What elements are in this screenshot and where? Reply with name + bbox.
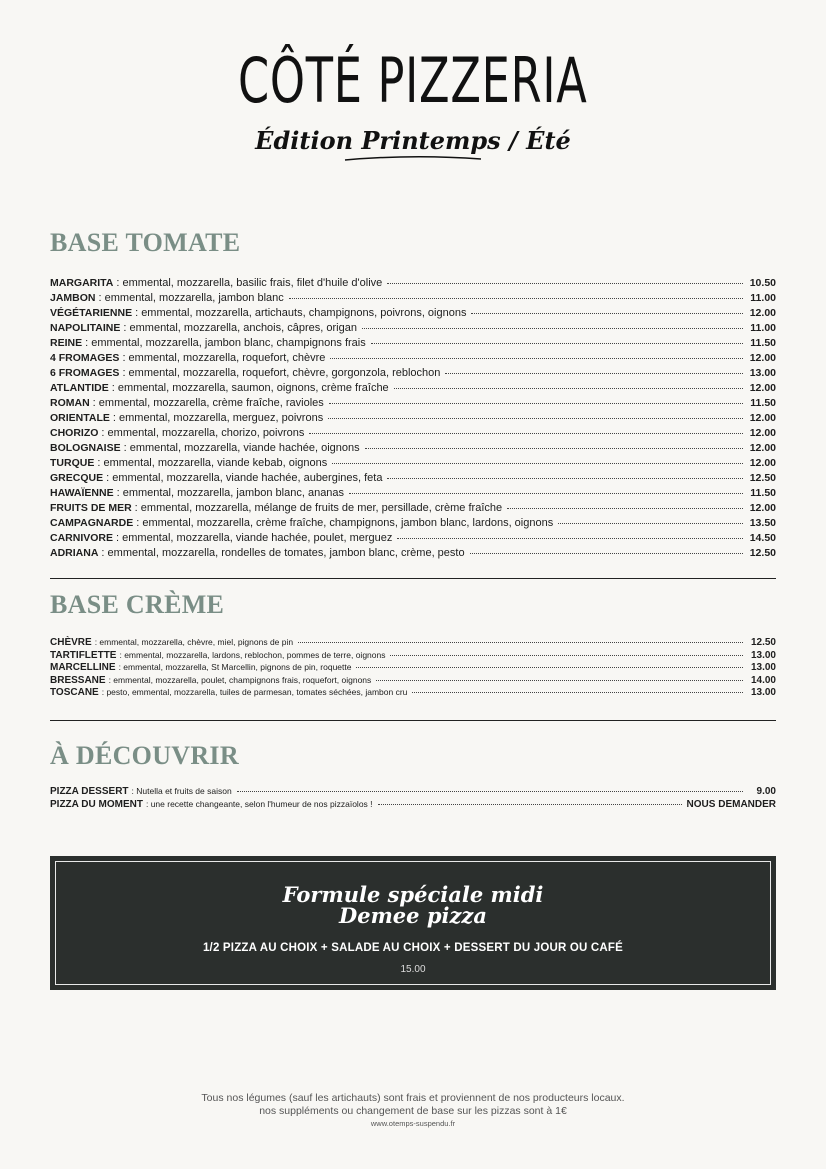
menu-item-price: 12.50 — [749, 472, 776, 484]
dotted-leader — [387, 478, 743, 479]
menu-item-description: : emmental, mozzarella, roquefort, chèvre — [122, 352, 326, 364]
menu-item-name: GRECQUE — [50, 472, 104, 484]
edition-subtitle: Édition Printemps / Été — [255, 126, 571, 155]
menu-item-name: HAWAÏENNE — [50, 487, 114, 499]
section-title-base-tomate: BASE TOMATE — [50, 228, 241, 257]
menu-item-description: : emmental, mozzarella, jambon blanc, champignons frais — [85, 337, 366, 349]
menu-item-description: : emmental, mozzarella, anchois, câpres, origan — [123, 322, 357, 334]
menu-item-description: : emmental, mozzarella, viande hachée, poulet, merguez — [116, 532, 393, 544]
underline-flourish-icon — [343, 155, 483, 163]
menu-list-base-tomate — [50, 277, 776, 562]
dotted-leader — [328, 418, 743, 419]
menu-item-name: ATLANTIDE — [50, 382, 109, 394]
menu-item-name: BRESSANE — [50, 674, 106, 686]
menu-item-description: : emmental, mozzarella, rondelles de tomates, jambon blanc, crème, pesto — [101, 547, 465, 559]
menu-item-price: 11.00 — [750, 322, 776, 334]
menu-item — [50, 687, 776, 700]
section-divider — [50, 578, 776, 579]
dotted-leader — [378, 804, 682, 805]
formula-description: 1/2 PIZZA AU CHOIX + SALADE AU CHOIX + DESSERT DU JOUR OU CAFÉ — [202, 942, 624, 954]
menu-item-price: 12.00 — [749, 382, 776, 394]
menu-item-description: : emmental, mozzarella, crème fraîche, champignons, jambon blanc, lardons, oignons — [136, 517, 554, 529]
menu-item-description: : emmental, mozzarella, jambon blanc, ananas — [116, 487, 345, 499]
formula-box — [50, 856, 776, 990]
menu-item — [50, 487, 776, 502]
menu-item-price: 12.00 — [749, 412, 776, 424]
menu-item-price: 12.00 — [749, 307, 776, 319]
menu-item-name: JAMBON — [50, 292, 96, 304]
menu-item — [50, 412, 776, 427]
menu-item — [50, 786, 776, 799]
menu-item-price: 13.00 — [750, 649, 776, 661]
menu-header — [0, 44, 826, 163]
menu-item — [50, 307, 776, 322]
menu-item-description: : emmental, mozzarella, jambon blanc — [98, 292, 284, 304]
menu-item-price: 12.00 — [749, 442, 776, 454]
menu-item-description: : emmental, mozzarella, viande kebab, oignons — [97, 457, 328, 469]
menu-item — [50, 472, 776, 487]
menu-item-description: : emmental, mozzarella, viande hachée, oignons — [123, 442, 360, 454]
section-divider — [50, 720, 776, 721]
menu-item — [50, 322, 776, 337]
menu-item-name: MARCELLINE — [50, 662, 116, 673]
footer — [0, 1092, 826, 1129]
menu-item-description: : emmental, mozzarella, viande hachée, aubergines, feta — [106, 472, 383, 484]
menu-item-description: : emmental, mozzarella, mélange de fruits de mer, persillade, crème fraîche — [134, 502, 503, 514]
dotted-leader — [376, 680, 743, 681]
menu-item-name: NAPOLITAINE — [50, 322, 121, 334]
menu-item-name: 4 FROMAGES — [50, 352, 120, 364]
menu-item-description: : emmental, mozzarella, lardons, reblochon, pommes de terre, oignons — [119, 649, 386, 660]
restaurant-logo-title: CÔTÉ PIZZERIA — [238, 44, 588, 117]
menu-item-price: 11.50 — [750, 487, 776, 499]
dotted-leader — [394, 388, 743, 389]
menu-item-price: 13.00 — [750, 687, 776, 698]
menu-item-price: 12.50 — [750, 637, 776, 648]
footer-note-supplements: nos suppléments ou changement de base sur les pizzas sont à 1€ — [259, 1105, 567, 1117]
menu-item-price: 12.00 — [749, 352, 776, 364]
menu-item-price: 13.00 — [750, 662, 776, 673]
menu-item — [50, 367, 776, 382]
menu-item-name: VÉGÉTARIENNE — [50, 307, 133, 319]
menu-item-name: ORIENTALE — [50, 412, 110, 424]
dotted-leader — [445, 373, 743, 374]
menu-item — [50, 427, 776, 442]
menu-item-description: : emmental, mozzarella, crème fraîche, ravioles — [92, 397, 324, 409]
dotted-leader — [298, 642, 743, 643]
menu-item-name: FRUITS DE MER — [50, 502, 132, 514]
footer-website-link[interactable]: www.otemps-suspendu.fr — [370, 1119, 456, 1128]
menu-item — [50, 675, 776, 688]
menu-item-description: : emmental, mozzarella, saumon, oignons, crème fraîche — [111, 382, 389, 394]
menu-item-description: : pesto, emmental, mozzarella, tuiles de parmesan, tomates séchées, jambon cru — [101, 687, 408, 697]
menu-item-name: TURQUE — [50, 457, 95, 469]
menu-item — [50, 442, 776, 457]
dotted-leader — [362, 328, 743, 329]
menu-item-name: PIZZA DU MOMENT — [50, 798, 143, 810]
dotted-leader — [412, 692, 743, 693]
formula-price: 15.00 — [400, 964, 426, 975]
menu-item — [50, 532, 776, 547]
menu-item-price: 10.50 — [749, 277, 776, 289]
dotted-leader — [371, 343, 743, 344]
menu-item — [50, 650, 776, 663]
menu-item-name: REINE — [50, 337, 83, 349]
menu-item — [50, 457, 776, 472]
menu-item-name: 6 FROMAGES — [50, 367, 120, 379]
menu-item-price: 14.50 — [749, 532, 776, 544]
menu-item — [50, 547, 776, 562]
menu-item-description: : emmental, mozzarella, poulet, champignons frais, roquefort, oignons — [108, 674, 372, 685]
dotted-leader — [237, 791, 743, 792]
footer-note-vegetables: Tous nos légumes (sauf les artichauts) sont frais et proviennent de nos producteurs locaux. — [201, 1092, 625, 1104]
menu-item-price: 13.50 — [749, 517, 776, 529]
menu-item-name: CHORIZO — [50, 427, 99, 439]
menu-item-name: CAMPAGNARDE — [50, 517, 134, 529]
menu-item-name: MARGARITA — [50, 277, 114, 289]
dotted-leader — [470, 553, 743, 554]
menu-item-price: 14.00 — [750, 674, 776, 686]
menu-item-price: 11.50 — [750, 397, 776, 409]
menu-item-description: : emmental, mozzarella, merguez, poivrons — [112, 412, 324, 424]
menu-item — [50, 277, 776, 292]
menu-item-price: 13.00 — [749, 367, 776, 379]
menu-item-price: 11.00 — [750, 292, 776, 304]
menu-item-description: : emmental, mozzarella, artichauts, champignons, poivrons, oignons — [135, 307, 467, 319]
dotted-leader — [289, 298, 743, 299]
dotted-leader — [471, 313, 743, 314]
dotted-leader — [387, 283, 743, 284]
dotted-leader — [365, 448, 743, 449]
menu-item — [50, 292, 776, 307]
menu-item-description: : emmental, mozzarella, chèvre, miel, pignons de pin — [94, 637, 294, 647]
menu-item-description: : emmental, mozzarella, chorizo, poivrons — [101, 427, 305, 439]
menu-item-name: ADRIANA — [50, 547, 99, 559]
dotted-leader — [558, 523, 743, 524]
menu-item-name: PIZZA DESSERT — [50, 786, 129, 797]
menu-list-base-creme — [50, 637, 776, 700]
formula-title-line2: Demee pizza — [339, 903, 487, 928]
dotted-leader — [329, 403, 743, 404]
section-title-a-decouvrir: À DÉCOUVRIR — [50, 741, 239, 770]
dotted-leader — [349, 493, 743, 494]
menu-item — [50, 517, 776, 532]
menu-item-description: : emmental, mozzarella, basilic frais, filet d'huile d'olive — [116, 277, 383, 289]
menu-item-name: TOSCANE — [50, 687, 99, 698]
menu-item-name: CHÈVRE — [50, 637, 92, 648]
menu-list-a-decouvrir — [50, 786, 776, 811]
menu-item-name: TARTIFLETTE — [50, 649, 117, 661]
dotted-leader — [309, 433, 743, 434]
dotted-leader — [356, 667, 743, 668]
menu-item-description: : emmental, mozzarella, St Marcellin, pignons de pin, roquette — [118, 662, 352, 672]
menu-item-price: 12.50 — [749, 547, 776, 559]
dotted-leader — [332, 463, 743, 464]
menu-item-price: 9.00 — [756, 786, 776, 797]
dotted-leader — [330, 358, 743, 359]
menu-item-name: ROMAN — [50, 397, 90, 409]
menu-item-price: 12.00 — [749, 427, 776, 439]
menu-item — [50, 799, 776, 812]
menu-item-description: : une recette changeante, selon l'humeur de nos pizzaïolos ! — [145, 798, 373, 809]
menu-item-description: : Nutella et fruits de saison — [131, 786, 232, 796]
section-title-base-creme: BASE CRÈME — [50, 590, 225, 619]
menu-item — [50, 352, 776, 367]
dotted-leader — [507, 508, 743, 509]
menu-item-description: : emmental, mozzarella, roquefort, chèvre, gorgonzola, reblochon — [122, 367, 441, 379]
menu-item-name: BOLOGNAISE — [50, 442, 121, 454]
menu-item — [50, 662, 776, 675]
menu-item-price: 12.00 — [749, 457, 776, 469]
menu-item — [50, 382, 776, 397]
menu-item-price: NOUS DEMANDER — [686, 798, 776, 810]
menu-item-price: 11.50 — [750, 337, 776, 349]
menu-item — [50, 397, 776, 412]
dotted-leader — [397, 538, 743, 539]
formula-frame — [55, 861, 771, 985]
dotted-leader — [390, 655, 743, 656]
formula-title-line1: Formule spéciale midi — [282, 882, 544, 907]
menu-item — [50, 337, 776, 352]
menu-item-price: 12.00 — [749, 502, 776, 514]
menu-item — [50, 637, 776, 650]
menu-item — [50, 502, 776, 517]
menu-item-name: CARNIVORE — [50, 532, 114, 544]
